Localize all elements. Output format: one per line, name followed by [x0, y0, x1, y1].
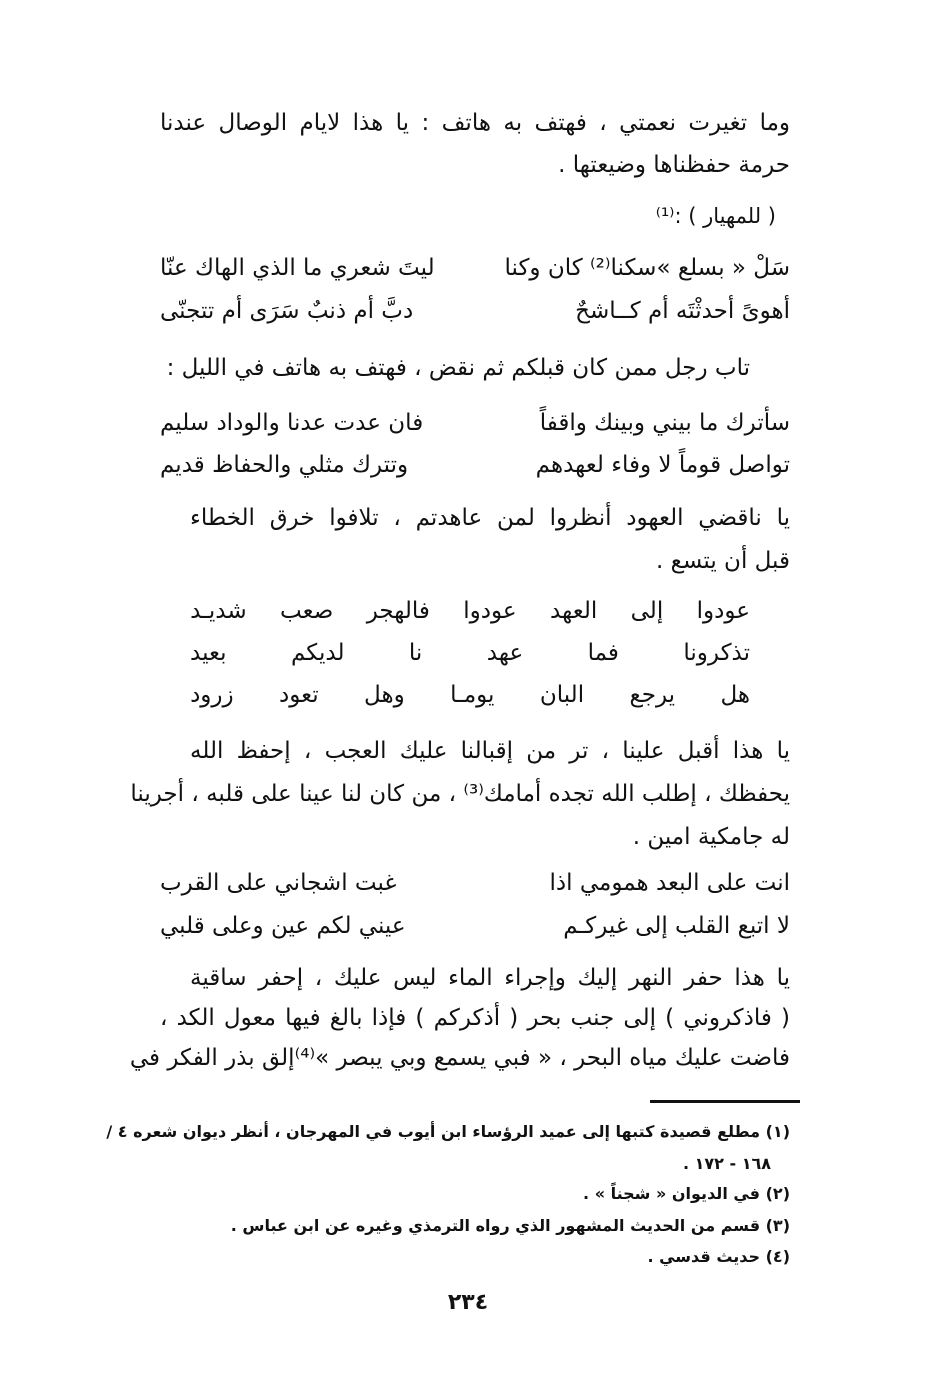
hemistich-left: وتترك مثلي والحفاظ قديم: [160, 452, 409, 478]
text-line: وما تغيرت نعمتي ، فهتف به هاتف : يا هذا لايام الوصال عندنا: [160, 110, 790, 136]
footnote-2: (٢) في الديوان « شجناً » .: [583, 1184, 790, 1203]
poem-heading: ( للمهيار ) :⁽¹⁾: [655, 204, 776, 228]
verse-word: عودوا: [696, 598, 750, 624]
verse-row: [190, 598, 750, 632]
verse-word: يرجع: [629, 682, 676, 708]
text-line: يا هذا أقبل علينا ، تر من إقبالنا عليك العجب ، إحفظ الله: [190, 738, 790, 764]
hemistich-right: لا اتبع القلب إلى غيركـم: [563, 913, 790, 939]
verse-word: تذكرونا: [683, 640, 750, 666]
hemistich-right: سَلْ « بسلع »سكنا⁽²⁾ كان وكنا: [504, 255, 790, 281]
hemistich-left: فان عدت عدنا والوداد سليم: [160, 410, 424, 436]
text-line: يا هذا حفر النهر إليك وإجراء الماء ليس عليك ، إحفر ساقية: [190, 965, 790, 991]
verse-word: فالهجر: [366, 598, 430, 624]
verse-word: بعيد: [190, 640, 227, 666]
text-line: ( فاذكروني ) إلى جنب بحر ( أذكركم ) فإذا بالغ فيها معول الكد ،: [160, 1005, 790, 1031]
text-line: قبل أن يتسع .: [656, 548, 790, 574]
verse-word: نا: [408, 640, 423, 666]
hemistich-right: سأترك ما بيني وبينك واقفاً: [539, 410, 790, 436]
verse-row: [160, 452, 790, 486]
verse-word: عهد: [486, 640, 524, 666]
footnote-4: (٤) حديث قدسي .: [647, 1247, 790, 1266]
text-line: حرمة حفظناها وضيعتها .: [558, 152, 790, 178]
verse-row: [190, 682, 750, 716]
verse-word: شديـد: [190, 598, 247, 624]
hemistich-left: ليتَ شعري ما الذي الهاك عنّا: [160, 255, 435, 281]
verse-row: [190, 640, 750, 674]
footnote-1: (١) مطلع قصيدة كتبها إلى عميد الرؤساء ابن أيوب في المهرجان ، أنظر ديوان شعره ٤ /: [106, 1122, 790, 1141]
footnote-1-continued: ١٦٨ - ١٧٢ .: [682, 1154, 771, 1173]
text-line: يحفظك ، إطلب الله تجده أمامك⁽³⁾ ، من كان لنا عينا على قلبه ، أجرينا: [130, 781, 790, 807]
verse-row: [160, 410, 790, 444]
hemistich-right: انت على البعد همومي اذا: [549, 870, 790, 896]
verse-word: إلى: [630, 598, 664, 624]
footnote-separator: [650, 1100, 800, 1103]
hemistich-left: غبت اشجاني على القرب: [160, 870, 397, 896]
verse-row: [160, 913, 790, 947]
text-line: تاب رجل ممن كان قبلكم ثم نقض ، فهتف به هاتف في الليل :: [166, 355, 750, 381]
verse-word: صعب: [280, 598, 334, 624]
verse-row: [160, 870, 790, 904]
footnote-3: (٣) قسم من الحديث المشهور الذي رواه الترمذي وغيره عن ابن عباس .: [230, 1216, 790, 1235]
text-line: له جامكية امين .: [632, 824, 790, 850]
verse-word: العهد: [550, 598, 598, 624]
text-line: يا ناقضي العهود أنظروا لمن عاهدتم ، تلافوا خرق الخطاء: [190, 505, 790, 531]
verse-word: البان: [539, 682, 585, 708]
verse-word: تعود: [279, 682, 319, 708]
verse-row: [160, 255, 790, 289]
hemistich-left: دبَّ أم ذنبٌ سَرَى أم تتجنّى: [160, 298, 414, 324]
verse-word: وهل: [364, 682, 405, 708]
verse-row: [160, 298, 790, 332]
text-line: فاضت عليك مياه البحر ، « فبي يسمع وبي يبصر »⁽⁴⁾إلق بذر الفكر في: [129, 1045, 790, 1071]
verse-word: عودوا: [463, 598, 517, 624]
hemistich-right: تواصل قوماً لا وفاء لعهدهم: [535, 452, 790, 478]
verse-word: زرود: [190, 682, 234, 708]
verse-word: لديكم: [290, 640, 345, 666]
verse-word: فما: [587, 640, 619, 666]
page-number: ٢٣٤: [447, 1290, 489, 1315]
hemistich-left: عيني لكم عين وعلى قلبي: [160, 913, 406, 939]
hemistich-right: أهوىً أحدثْتَه أم كــاشحٌ: [575, 298, 790, 324]
verse-word: يومـا: [450, 682, 495, 708]
verse-word: هل: [720, 682, 750, 708]
